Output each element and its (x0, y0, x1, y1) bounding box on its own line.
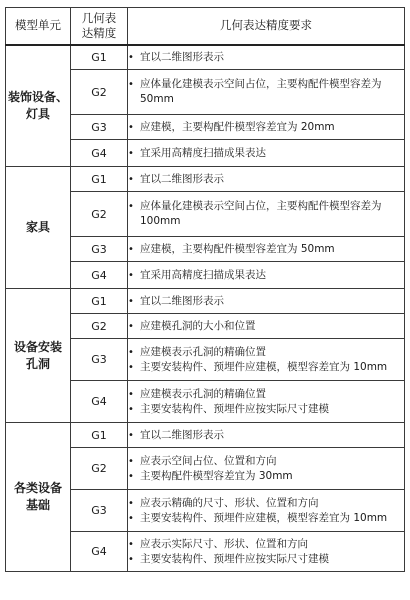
level-cell: G2 (71, 70, 128, 115)
level-cell: G1 (71, 289, 128, 314)
requirement-item (128, 77, 404, 107)
requirement-text: 应表示精确的尺寸、形状、位置和方向 (140, 496, 319, 509)
level-cell: G2 (71, 314, 128, 339)
requirement-cell (128, 262, 405, 289)
model-unit-line: 孔洞 (25, 356, 50, 371)
model-unit-line: 基础 (25, 498, 50, 512)
bullet-icon: • (128, 320, 134, 332)
requirement-cell (128, 314, 405, 339)
model-unit-cell (6, 167, 71, 289)
level-cell: G2 (71, 448, 128, 490)
requirement-item (128, 537, 404, 552)
bullet-icon: • (128, 121, 134, 133)
requirement-text: 主要构配件模型容差宜为 30mm (140, 469, 293, 482)
requirement-text: 宜以二维图形表示 (140, 50, 224, 63)
precision-table (5, 7, 405, 572)
level-cell: G3 (71, 115, 128, 140)
requirement-cell (128, 167, 405, 192)
model-unit-line: 家具 (25, 220, 50, 234)
table-row (6, 45, 405, 70)
requirement-item (128, 454, 404, 469)
bullet-icon: • (128, 553, 134, 565)
model-unit-line: 各类设备 (13, 481, 62, 495)
level-cell: G1 (71, 45, 128, 70)
model-unit-line: 灯具 (25, 106, 50, 121)
requirement-text: 主要安装构件、预埋件应按实际尺寸建模 (140, 402, 329, 415)
bullet-icon: • (128, 429, 134, 441)
level-cell: G3 (71, 237, 128, 262)
requirement-cell (128, 115, 405, 140)
bullet-icon: • (128, 361, 134, 373)
model-unit-line: 装饰设备、 (7, 89, 68, 104)
requirement-item (128, 242, 404, 257)
level-cell: G3 (71, 490, 128, 532)
requirement-cell (128, 70, 405, 115)
bullet-icon: • (128, 455, 134, 467)
bullet-icon: • (128, 173, 134, 185)
requirement-text: 主要安装构件、预埋件应建模，模型容差宜为 10mm (140, 360, 388, 373)
requirement-text: 宜采用高精度扫描成果表达 (140, 146, 266, 159)
bullet-icon: • (128, 388, 134, 400)
requirement-cell (128, 192, 405, 237)
bullet-icon: • (128, 147, 134, 159)
bullet-icon: • (128, 470, 134, 482)
requirement-cell (128, 140, 405, 167)
bullet-icon: • (128, 243, 134, 255)
requirement-text: 宜以二维图形表示 (140, 172, 224, 185)
bullet-icon: • (128, 512, 134, 524)
model-unit-cell (6, 45, 71, 167)
level-cell: G3 (71, 339, 128, 381)
requirement-item (128, 511, 404, 526)
requirement-cell (128, 289, 405, 314)
requirement-item (128, 294, 404, 309)
requirement-text: 应体量化建模表示空间占位，主要构配件模型容差为 100mm (140, 200, 382, 227)
model-unit-cell (6, 423, 71, 572)
requirement-item (128, 402, 404, 417)
level-cell: G4 (71, 262, 128, 289)
model-unit-cell (6, 289, 71, 423)
requirement-item (128, 469, 404, 484)
requirement-text: 应建模表示孔洞的精确位置 (140, 345, 266, 358)
requirement-text: 应建模，主要构配件模型容差宜为 20mm (140, 120, 335, 133)
requirement-item (128, 172, 404, 187)
bullet-icon: • (128, 201, 134, 212)
requirement-text: 应体量化建模表示空间占位，主要构配件模型容差为 50mm (140, 78, 382, 105)
header-row (6, 8, 405, 45)
bullet-icon: • (128, 295, 134, 307)
requirement-cell (128, 532, 405, 572)
requirement-cell (128, 339, 405, 381)
requirement-item (128, 496, 404, 511)
requirement-text: 宜以二维图形表示 (140, 428, 224, 441)
level-cell: G1 (71, 167, 128, 192)
requirement-cell (128, 237, 405, 262)
bullet-icon: • (128, 269, 134, 281)
model-unit-line: 设备安装 (13, 339, 62, 354)
requirement-item (128, 146, 404, 161)
requirement-item (128, 319, 404, 334)
requirement-item (128, 360, 404, 375)
requirement-text: 应建模，主要构配件模型容差宜为 50mm (140, 242, 335, 255)
table-row (6, 289, 405, 314)
table-body (6, 8, 405, 572)
bullet-icon: • (128, 538, 134, 550)
requirement-text: 应表示空间占位、位置和方向 (140, 454, 277, 467)
requirement-item (128, 387, 404, 402)
table-row (6, 423, 405, 448)
level-cell: G4 (71, 532, 128, 572)
requirement-item (128, 345, 404, 360)
requirement-item (128, 552, 404, 567)
requirement-cell (128, 45, 405, 70)
requirement-text: 主要安装构件、预埋件应建模，模型容差宜为 10mm (140, 511, 388, 524)
requirement-item (128, 120, 404, 135)
bullet-icon: • (128, 79, 134, 90)
header-level-line2: 达精度 (81, 25, 117, 40)
requirement-cell (128, 423, 405, 448)
header-unit: 模型单元 (6, 8, 71, 45)
requirement-text: 宜采用高精度扫描成果表达 (140, 268, 266, 281)
requirement-item (128, 50, 404, 65)
level-cell: G4 (71, 140, 128, 167)
bullet-icon: • (128, 403, 134, 415)
requirement-item (128, 199, 404, 229)
level-cell: G1 (71, 423, 128, 448)
header-requirement: 几何表达精度要求 (128, 8, 405, 45)
bullet-icon: • (128, 51, 134, 63)
requirement-item (128, 428, 404, 443)
bullet-icon: • (128, 497, 134, 509)
requirement-text: 应表示实际尺寸、形状、位置和方向 (140, 537, 308, 550)
requirement-text: 主要安装构件、预埋件应按实际尺寸建模 (140, 552, 329, 565)
bullet-icon: • (128, 346, 134, 358)
requirement-item (128, 268, 404, 283)
level-cell: G4 (71, 381, 128, 423)
header-level-line1: 几何表 (81, 10, 117, 25)
requirement-cell (128, 448, 405, 490)
requirement-text: 应建模孔洞的大小和位置 (140, 319, 256, 332)
table-row (6, 167, 405, 192)
header-level (71, 8, 128, 45)
requirement-cell (128, 381, 405, 423)
requirement-cell (128, 490, 405, 532)
requirement-text: 应建模表示孔洞的精确位置 (140, 387, 266, 400)
level-cell: G2 (71, 192, 128, 237)
requirement-text: 宜以二维图形表示 (140, 294, 224, 307)
